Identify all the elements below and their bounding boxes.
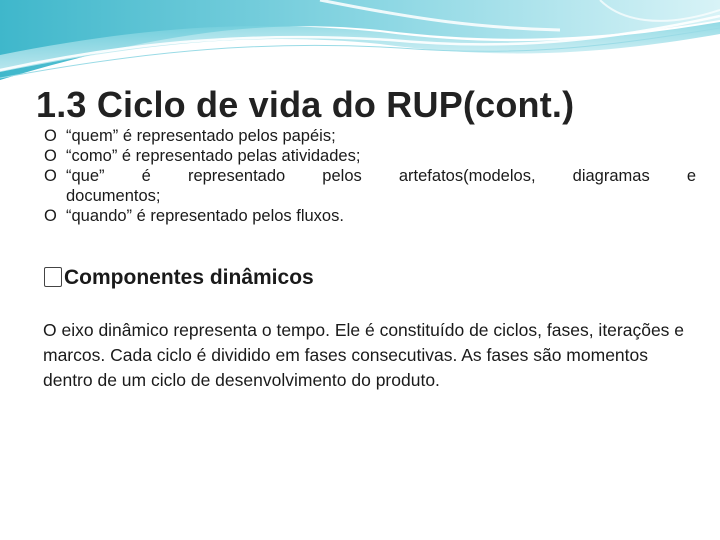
missing-glyph-icon xyxy=(44,267,62,287)
header-wave-decoration xyxy=(0,0,720,90)
bullet-marker: O xyxy=(44,147,57,165)
bullet-text: “quem” é representado pelos papéis; xyxy=(66,127,336,145)
bullet-text: “como” é representado pelas atividades; xyxy=(66,147,361,165)
slide-title: 1.3 Ciclo de vida do RUP(cont.) xyxy=(36,84,575,125)
list-item xyxy=(44,166,696,206)
bullet-marker: O xyxy=(44,127,57,145)
bullet-text: “que” é representado pelos artefatos(modelos, diagramas e xyxy=(66,167,696,185)
list-item xyxy=(44,146,696,166)
section-heading-text: Componentes dinâmicos xyxy=(64,266,314,289)
bullet-marker: O xyxy=(44,207,57,225)
bullet-continuation: documentos; xyxy=(66,187,161,205)
list-item xyxy=(44,126,696,146)
bullet-list xyxy=(44,126,696,226)
bullet-marker: O xyxy=(44,167,57,185)
body-paragraph: O eixo dinâmico representa o tempo. Ele é constituído de ciclos, fases, iterações e marcos. Cada ciclo é dividido em fases consecutivas. As fases são momentos dentro de um ciclo de desenvolvimento do produto. xyxy=(43,320,685,390)
section-heading xyxy=(44,266,314,290)
list-item xyxy=(44,206,696,226)
bullet-text: “quando” é representado pelos fluxos. xyxy=(66,207,344,225)
